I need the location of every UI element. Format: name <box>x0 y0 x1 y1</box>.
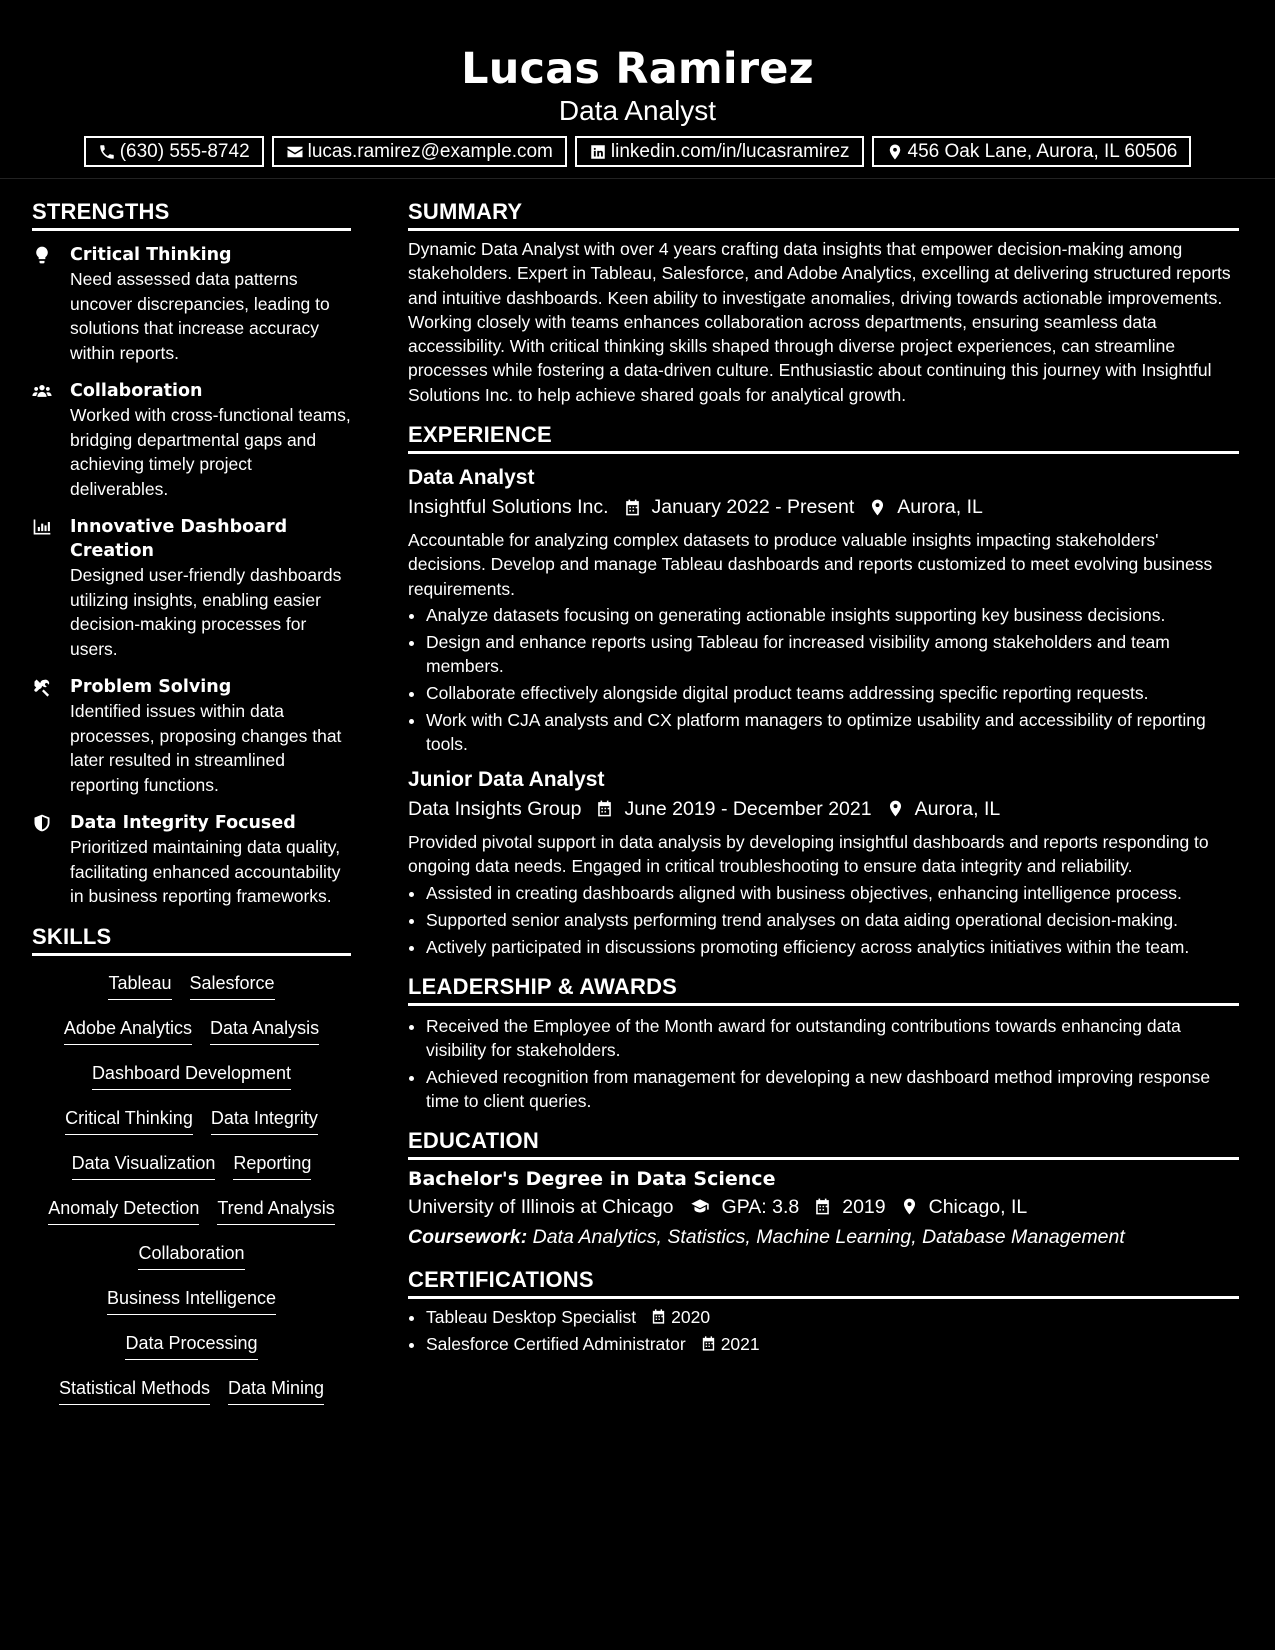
award-item: • Received the Employee of the Month award for outstanding contributions towards enhancing data visibility for stakeholders. <box>426 1014 1239 1062</box>
skill-tag: Dashboard Development <box>92 1060 291 1090</box>
left-column <box>32 198 351 1420</box>
skill-tag: Business Intelligence <box>107 1285 276 1315</box>
skill-tag: Critical Thinking <box>65 1105 193 1135</box>
certification-year: 2020 <box>671 1306 711 1327</box>
bullet-item: • Collaborate effectively alongside digital product teams addressing specific reporting requests. <box>426 681 1239 705</box>
job-entry <box>408 464 1239 756</box>
experience-heading: EXPERIENCE <box>408 421 1239 454</box>
linkedin-icon <box>589 143 607 161</box>
contact-linkedin[interactable] <box>575 136 864 167</box>
strength-item <box>32 811 351 909</box>
leadership-list <box>408 1014 1239 1113</box>
candidate-title: Data Analyst <box>558 95 717 126</box>
summary-text: Dynamic Data Analyst with over 4 years crafting data insights that empower decision-making among stakeholders. Expert in Tableau, Salesforce, and Adobe Analytics, excelling at delivering structured reports and intuitive dashboards. Keen ability to investigate anomalies, driving towards actionable improvements. Working closely with teams enhances collaboration across departments, ensuring seamless data accessibility. With critical thinking skills shaped through diverse project experiences, can streamline processes while fostering a data-driven culture. Enthusiastic about continuing this journey with Insightful Solutions Inc. to help achieve shared goals for analytical growth. <box>408 239 1231 405</box>
coursework <box>408 1222 1239 1252</box>
skill-row <box>32 1285 351 1330</box>
skill-tag: Adobe Analytics <box>64 1015 192 1045</box>
job-location: Aurora, IL <box>914 797 1001 820</box>
certifications-heading: CERTIFICATIONS <box>408 1266 1239 1299</box>
skill-tag: Trend Analysis <box>217 1195 334 1225</box>
school-name: University of Illinois at Chicago <box>408 1195 674 1218</box>
skill-tag: Anomaly Detection <box>48 1195 199 1225</box>
skill-tag: Salesforce <box>190 970 275 1000</box>
strength-title: Collaboration <box>70 381 203 401</box>
skill-tag: Data Visualization <box>72 1150 216 1180</box>
address-text: 456 Oak Lane, Aurora, IL 60506 <box>907 140 1178 162</box>
candidate-name: Lucas Ramirez <box>461 44 814 94</box>
job-dates: January 2022 - Present <box>651 496 855 519</box>
strength-item <box>32 243 351 365</box>
envelope-icon <box>286 143 304 161</box>
school-location: Chicago, IL <box>928 1195 1028 1218</box>
strength-title: Problem Solving <box>70 677 232 697</box>
chart-icon <box>32 517 52 537</box>
linkedin-text: linkedin.com/in/lucasramirez <box>610 140 850 162</box>
contact-bar <box>0 136 1275 167</box>
strength-desc: Worked with cross-functional teams, bridging departmental gaps and achieving timely project deliverables. <box>70 405 351 499</box>
certification-item <box>426 1305 1239 1329</box>
education-heading: EDUCATION <box>408 1127 1239 1160</box>
strength-item <box>32 675 351 797</box>
contact-email[interactable] <box>272 136 567 167</box>
skill-row <box>32 1015 351 1060</box>
strength-desc: Designed user-friendly dashboards utilizing insights, enabling easier decision-making processes for users. <box>70 565 342 659</box>
job-entry <box>408 766 1239 959</box>
graduation-year: 2019 <box>842 1195 886 1218</box>
strength-desc: Identified issues within data processes, proposing changes that later resulted in streamlined reporting functions. <box>70 701 342 795</box>
skill-row <box>32 1330 351 1375</box>
job-company: Insightful Solutions Inc. <box>408 496 609 519</box>
contact-address <box>872 136 1192 167</box>
strengths-heading: STRENGTHS <box>32 198 351 231</box>
skill-row <box>32 1105 351 1150</box>
skill-tag: Data Analysis <box>210 1015 319 1045</box>
bullet-item: • Work with CJA analysts and CX platform managers to optimize usability and accessibility of reporting tools. <box>426 708 1239 756</box>
job-dates: June 2019 - December 2021 <box>624 797 872 820</box>
skill-tag: Reporting <box>233 1150 311 1180</box>
job-description: Provided pivotal support in data analysis by developing insightful dashboards and reports responding to ongoing data needs. Engaged in critical troubleshooting to ensure data integrity and reliability. <box>408 831 1209 877</box>
job-bullets <box>408 881 1239 959</box>
header-divider <box>0 178 1275 179</box>
calendar-icon <box>595 799 614 818</box>
skill-tag: Statistical Methods <box>59 1375 210 1405</box>
job-location: Aurora, IL <box>897 496 983 519</box>
strength-title: Innovative Dashboard Creation <box>70 517 288 561</box>
skill-row <box>32 970 351 1015</box>
skill-row <box>32 1375 351 1420</box>
users-icon <box>32 381 52 401</box>
calendar-icon <box>700 1335 717 1352</box>
job-meta <box>408 794 1239 824</box>
skill-row <box>32 1195 351 1240</box>
skill-tag: Collaboration <box>138 1240 244 1270</box>
coursework-label: Coursework: <box>408 1225 528 1248</box>
certification-item <box>426 1332 1239 1356</box>
certifications-list <box>408 1305 1239 1356</box>
skill-row <box>32 1240 351 1285</box>
strength-title: Critical Thinking <box>70 245 232 265</box>
bullet-item: • Analyze datasets focusing on generating actionable insights supporting key business decisions. <box>426 603 1239 627</box>
strengths-list <box>32 243 351 909</box>
phone-text: (630) 555-8742 <box>119 140 250 162</box>
resume-header <box>0 0 1275 167</box>
strength-desc: Need assessed data patterns uncover discrepancies, leading to solutions that increase accuracy within reports. <box>70 269 330 363</box>
calendar-icon <box>650 1308 667 1325</box>
bullet-item: • Supported senior analysts performing trend analyses on data aiding operational decision-making. <box>426 908 1239 932</box>
gpa-text: GPA: 3.8 <box>721 1195 800 1218</box>
lightbulb-icon <box>32 245 52 265</box>
certification-name: • Salesforce Certified Administrator <box>426 1333 686 1354</box>
bullet-item: • Assisted in creating dashboards aligned with business objectives, enhancing intelligence process. <box>426 881 1239 905</box>
tools-icon <box>32 677 52 697</box>
skill-tag: Data Processing <box>125 1330 257 1360</box>
skills-heading: SKILLS <box>32 923 351 956</box>
job-company: Data Insights Group <box>408 797 582 820</box>
education-meta <box>408 1192 1239 1222</box>
bullet-item: • Design and enhance reports using Tableau for increased visibility among stakeholders and team members. <box>426 630 1239 678</box>
strength-title: Data Integrity Focused <box>70 813 296 833</box>
skill-row <box>32 1150 351 1195</box>
calendar-icon <box>813 1197 832 1216</box>
skill-tag: Data Mining <box>228 1375 324 1405</box>
job-description: Accountable for analyzing complex datasets to produce valuable insights impacting stakeholders' decisions. Develop and manage Tableau dashboards and reports customized to meet evolving business requirements. <box>408 530 1213 599</box>
summary-heading: SUMMARY <box>408 198 1239 231</box>
job-title: Data Analyst <box>408 466 535 490</box>
map-pin-icon <box>886 799 905 818</box>
job-bullets <box>408 603 1239 756</box>
leadership-heading: LEADERSHIP & AWARDS <box>408 973 1239 1006</box>
graduation-cap-icon <box>688 1197 712 1216</box>
map-pin-icon <box>900 1197 919 1216</box>
skill-row <box>32 1060 351 1105</box>
job-title: Junior Data Analyst <box>408 767 605 791</box>
bullet-item: • Actively participated in discussions promoting efficiency across analytics initiatives within the team. <box>426 935 1239 959</box>
skill-tag: Data Integrity <box>211 1105 318 1135</box>
phone-icon <box>98 143 116 161</box>
certification-name: • Tableau Desktop Specialist <box>426 1306 637 1327</box>
email-text: lucas.ramirez@example.com <box>307 140 553 162</box>
coursework-list: Data Analytics, Statistics, Machine Learning, Database Management <box>532 1225 1125 1248</box>
job-meta <box>408 492 1239 522</box>
certification-year: 2021 <box>720 1333 760 1354</box>
award-item: • Achieved recognition from management for developing a new dashboard method improving response time to client queries. <box>426 1065 1239 1113</box>
degree-title: Bachelor's Degree in Data Science <box>408 1167 776 1190</box>
strength-item <box>32 515 351 661</box>
calendar-icon <box>623 498 642 517</box>
strength-item <box>32 379 351 501</box>
shield-icon <box>32 813 52 833</box>
right-column <box>408 198 1239 1359</box>
strength-desc: Prioritized maintaining data quality, facilitating enhanced accountability in business reporting frameworks. <box>70 837 341 906</box>
skill-tag: Tableau <box>108 970 171 1000</box>
skills-list <box>32 956 351 1420</box>
map-pin-icon <box>886 143 904 161</box>
map-pin-icon <box>868 498 887 517</box>
contact-phone[interactable] <box>84 136 264 167</box>
